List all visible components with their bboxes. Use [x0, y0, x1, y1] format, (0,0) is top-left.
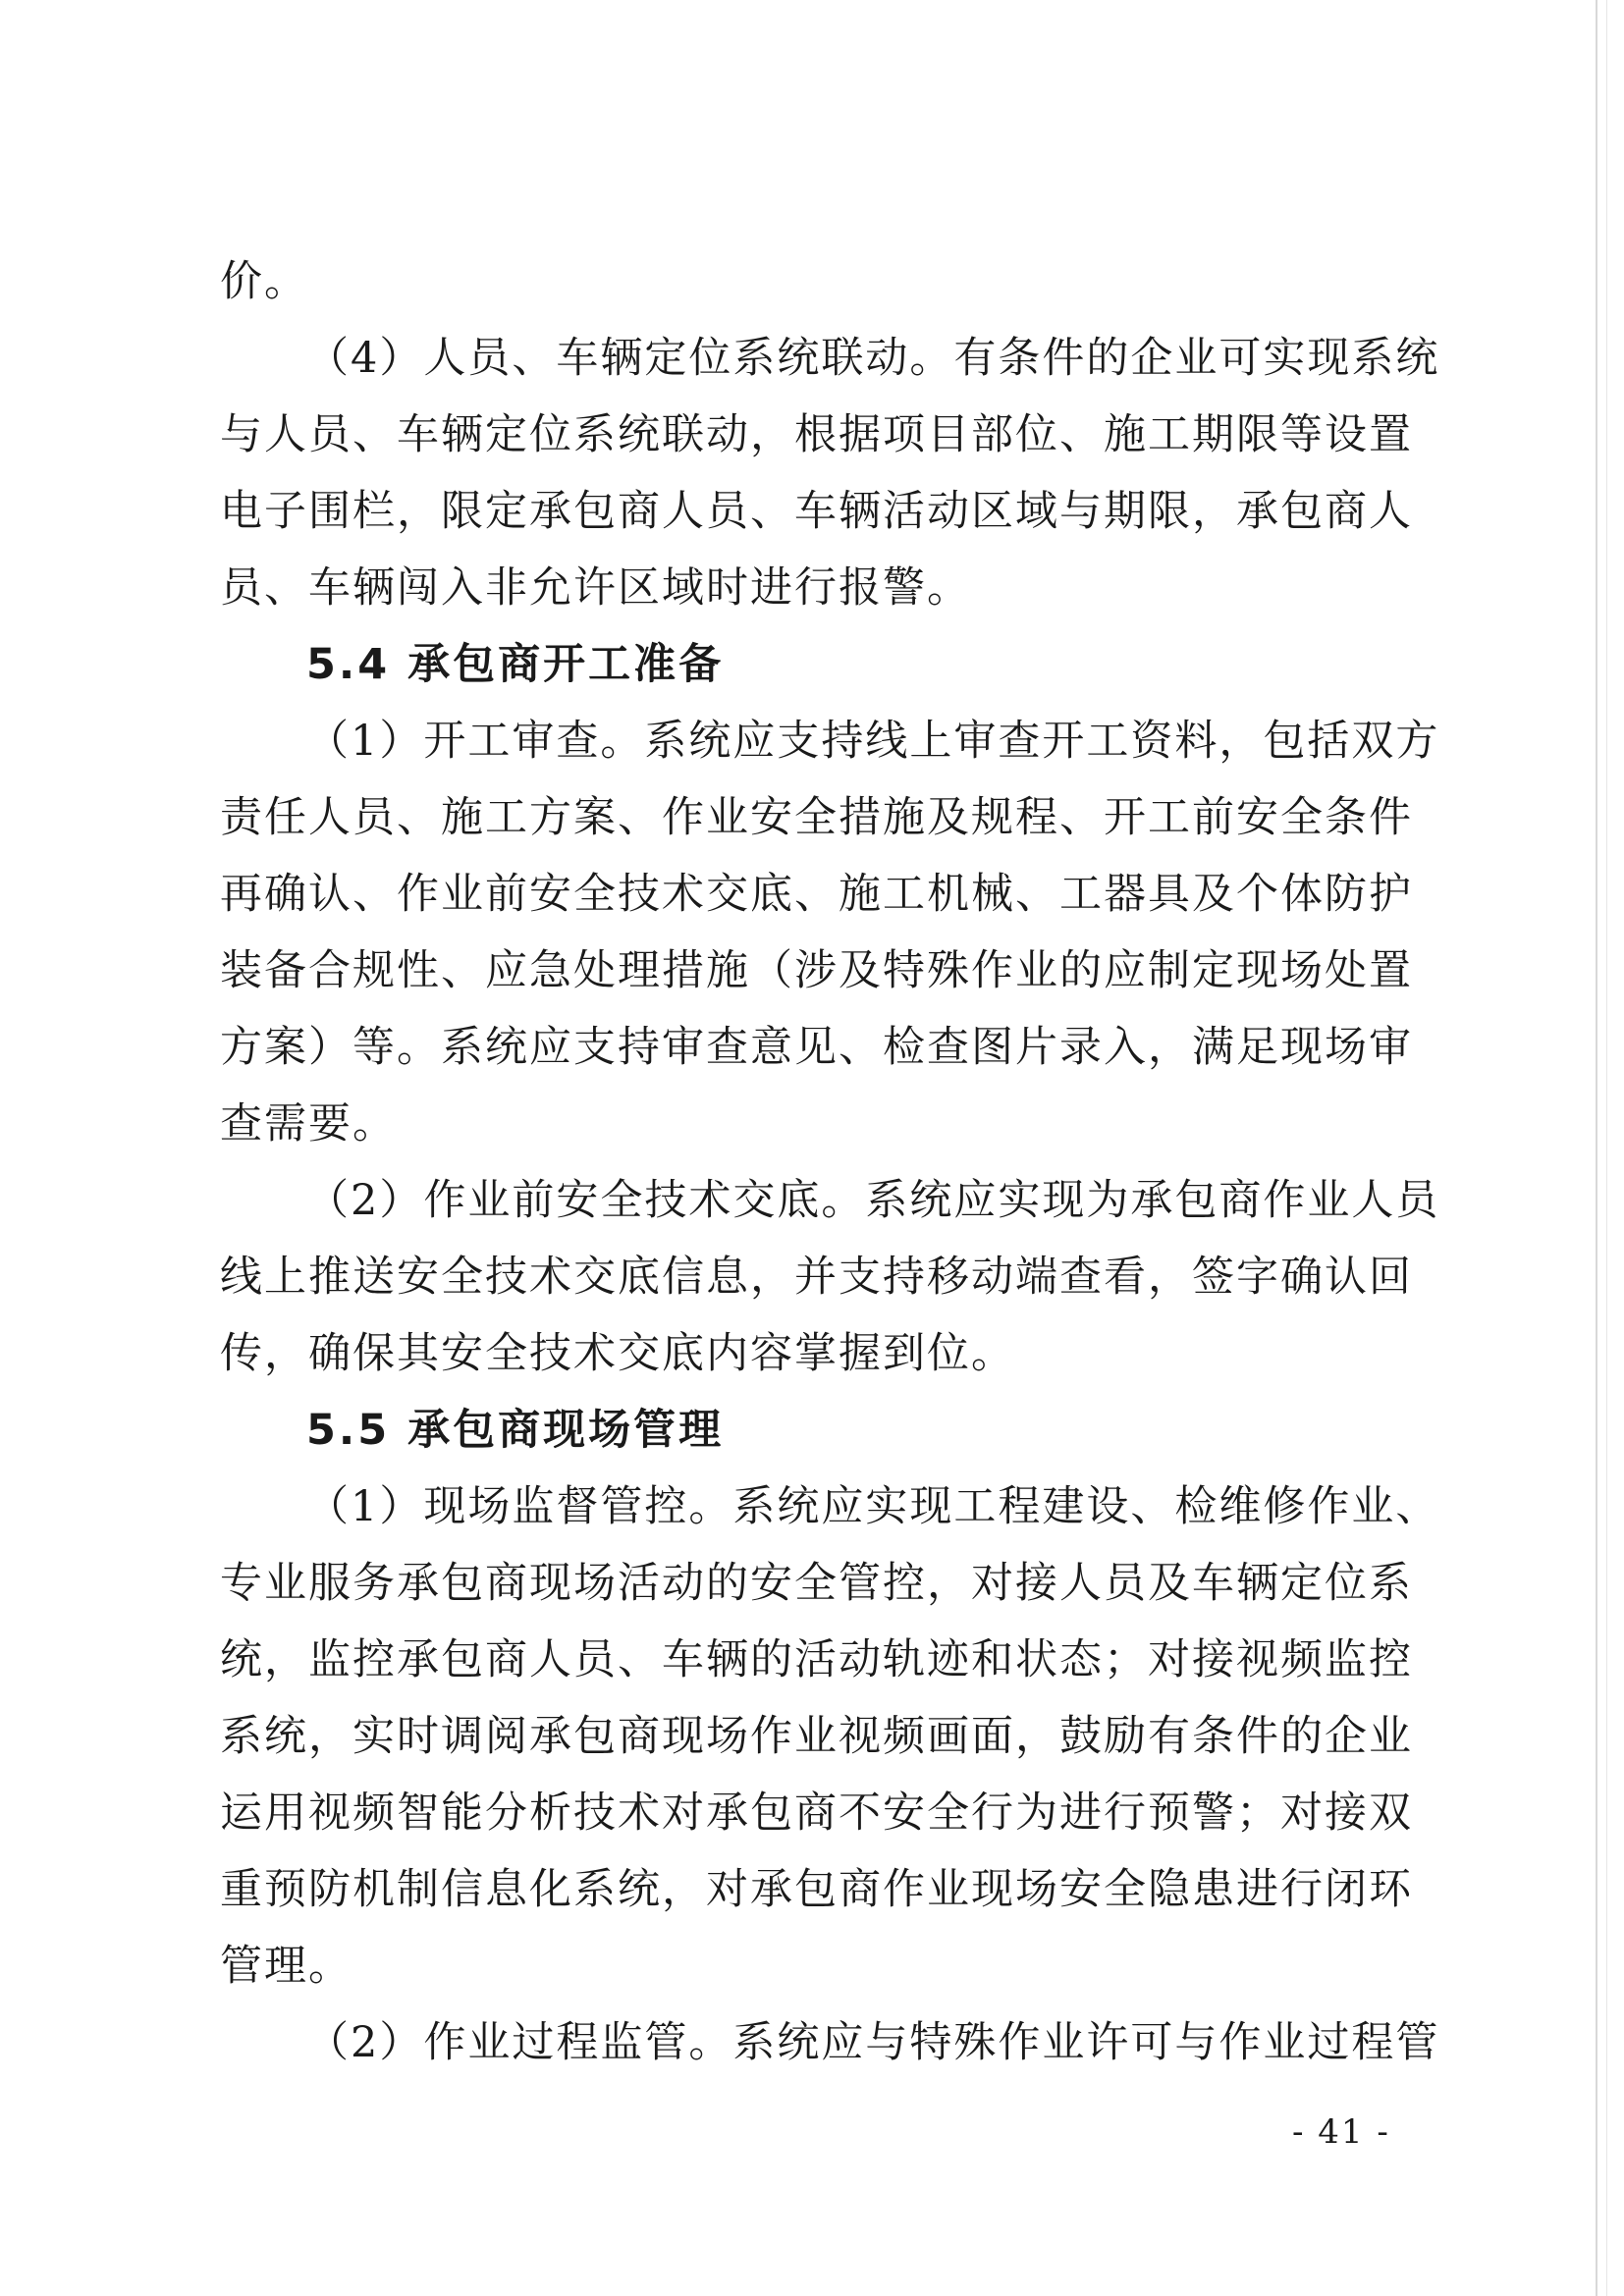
paragraph-line: 再确认、作业前安全技术交底、施工机械、工器具及个体防护 — [220, 870, 1413, 919]
body-text — [220, 243, 1440, 2081]
paragraph-line: （2）作业前安全技术交底。系统应实现为承包商作业人员 — [306, 1176, 1440, 1225]
paragraph-line: 统，监控承包商人员、车辆的活动轨迹和状态；对接视频监控 — [220, 1635, 1413, 1684]
page-number: - 41 - — [1292, 2112, 1390, 2152]
paragraph-line: 传，确保其安全技术交底内容掌握到位。 — [220, 1329, 1015, 1378]
paragraph-line: 装备合规性、应急处理措施（涉及特殊作业的应制定现场处置 — [220, 946, 1413, 995]
paragraph-line: （2）作业过程监管。系统应与特殊作业许可与作业过程管 — [306, 2018, 1440, 2067]
paragraph-line: （4）人员、车辆定位系统联动。有条件的企业可实现系统 — [306, 334, 1440, 383]
paragraph-line: 重预防机制信息化系统，对承包商作业现场安全隐患进行闭环 — [220, 1865, 1413, 1914]
paragraph-line: 系统，实时调阅承包商现场作业视频画面，鼓励有条件的企业 — [220, 1712, 1413, 1761]
paragraph-line: 管理。 — [220, 1942, 352, 1991]
paragraph-line: 与人员、车辆定位系统联动，根据项目部位、施工期限等设置 — [220, 410, 1413, 459]
paragraph-line: 电子围栏，限定承包商人员、车辆活动区域与期限，承包商人 — [220, 487, 1413, 536]
section-heading-5-5: 5.5 承包商现场管理 — [306, 1406, 725, 1455]
paragraph-line: （1）现场监督管控。系统应实现工程建设、检维修作业、 — [306, 1482, 1440, 1531]
paragraph-line: 线上推送安全技术交底信息，并支持移动端查看，签字确认回 — [220, 1253, 1413, 1302]
paragraph-line: （1）开工审查。系统应支持线上审查开工资料，包括双方 — [306, 717, 1440, 766]
paragraph-line: 价。 — [220, 257, 308, 306]
section-heading-5-4: 5.4 承包商开工准备 — [306, 640, 725, 689]
scan-edge-line-outer — [1606, 0, 1607, 2296]
paragraph-line: 方案）等。系统应支持审查意见、检查图片录入，满足现场审 — [220, 1023, 1413, 1072]
paragraph-line: 专业服务承包商现场活动的安全管控，对接人员及车辆定位系 — [220, 1559, 1413, 1608]
paragraph-line: 查需要。 — [220, 1099, 397, 1148]
paragraph-line: 员、车辆闯入非允许区域时进行报警。 — [220, 563, 971, 613]
paragraph-line: 运用视频智能分析技术对承包商不安全行为进行预警；对接双 — [220, 1789, 1413, 1838]
paragraph-line: 责任人员、施工方案、作业安全措施及规程、开工前安全条件 — [220, 793, 1413, 842]
scan-edge-line — [1596, 0, 1597, 2296]
